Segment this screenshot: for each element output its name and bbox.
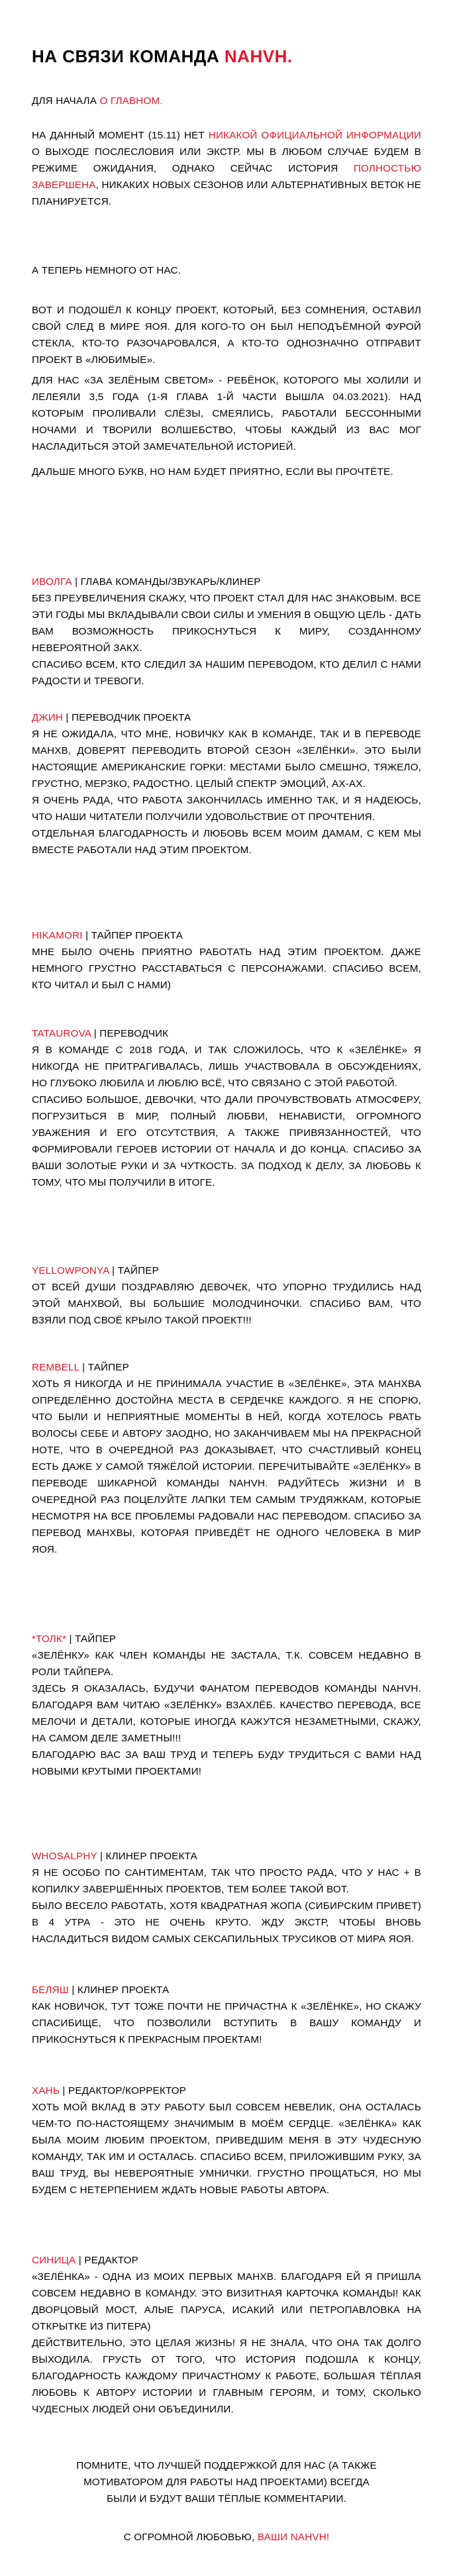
member-text: БЕЗ ПРЕУВЕЛИЧЕНИЯ СКАЖУ, ЧТО ПРОЕКТ СТАЛ ДЛЯ НАС ЗНАКОВЫМ. ВСЕ ЭТИ ГОДЫ МЫ ВКЛАДЫВАЛИ СВОИ СИЛЫ И УМЕНИЯ В ОБЩУЮ ЦЕЛЬ - ДАТЬ ВАМ ВОЗМОЖНОСТЬ ПРИКОСНУТЬСЯ К МИРУ, СОЗДАННОМУ НЕВЕРОЯТНОЙ ЗАКХ.	[32, 593, 421, 654]
member-header	[32, 1982, 421, 1998]
member-name: БЕЛЯШ	[32, 1984, 69, 1996]
footer-signature-text: С ОГРОМНОЙ ЛЮБОВЬЮ,	[123, 2532, 258, 2543]
member-role: | КЛИНЕР ПРОЕКТА	[97, 1851, 197, 1862]
member-block-yellowponya	[32, 1262, 421, 1329]
member-text: «ЗЕЛЁНКУ» КАК ЧЛЕН КОМАНДЫ НЕ ЗАСТАЛА, Т.К. СОВСЕМ НЕДАВНО В РОЛИ ТАЙПЕРА.	[32, 1650, 421, 1678]
member-header	[32, 927, 421, 944]
member-text: БЫЛО ВЕСЕЛО РАБОТАТЬ, ХОТЯ КВАДРАТНАЯ ЖОПА (СИБИРСКИМ ПРИВЕТ) В 4 УТРА - ЭТО НЕ ОЧЕНЬ КРУТО. ЖДУ ЭКСТР, ЧТОБЫ ВНОВЬ НАСЛАДИТЬСЯ ВИДОМ САМЫХ СЕКСАПИЛЬНЫХ ТРУСИКОВ ОТ МИРА ЯОЯ.	[32, 1900, 421, 1945]
member-text: Я НЕ ОСОБО ПО САНТИМЕНТАМ, ТАК ЧТО ПРОСТО РАДА, ЧТО У НАС + В КОПИЛКУ ЗАВЕРШЁННЫХ ПРОЕКТОВ, ТЕМ БОЛЕЕ ТАКОЙ ВОТ.	[32, 1867, 421, 1895]
member-text: ОТДЕЛЬНАЯ БЛАГОДАРНОСТЬ И ЛЮБОВЬ ВСЕМ МОИМ ДАМАМ, С КЕМ МЫ ВМЕСТЕ РАБОТАЛИ НАД ЭТИМ ПРОЕКТОМ.	[32, 828, 421, 856]
member-text: «ЗЕЛЁНКА» - ОДНА ИЗ МОИХ ПЕРВЫХ МАНХВ. БЛАГОДАРЯ ЕЙ Я ПРИШЛА СОВСЕМ НЕДАВНО В КОМАНДУ. ЭТО ВИЗИТНАЯ КАРТОЧКА КОМАНДЫ! КАК ДВОРЦОВЫЙ МОСТ, АЛЫЕ ПАРУСА, ИСАКИЙ ИЛИ ПЕТРОПАВЛОВКА НА ОТКРЫТКЕ ИЗ ПИТЕРА)	[32, 2271, 421, 2332]
title-prefix: НА СВЯЗИ КОМАНДА	[32, 46, 225, 66]
member-header	[32, 1262, 421, 1279]
member-block-han	[32, 2083, 421, 2198]
member-name: HIKAMORI	[32, 930, 83, 941]
news-highlight-2: ПОЛНОСТЬЮ ЗАВЕРШЕНА	[32, 163, 421, 191]
member-text: МНЕ БЫЛО ОЧЕНЬ ПРИЯТНО РАБОТАТЬ НАД ЭТИМ ПРОЕКТОМ. ДАЖЕ НЕМНОГО ГРУСТНО РАССТАВАТЬСЯ С ПЕРСОНАЖАМИ. СПАСИБО ВСЕМ, КТО ЧИТАЛ И БЫЛ С НАМИ)	[32, 947, 421, 991]
footer-signature	[32, 2529, 421, 2546]
about-lead: А ТЕПЕРЬ НЕМНОГО ОТ НАС.	[32, 265, 181, 276]
member-text: ЗДЕСЬ Я ОКАЗАЛАСЬ, БУДУЧИ ФАНАТОМ ПЕРЕВОДОВ КОМАНДЫ NAHVH. БЛАГОДАРЯ ВАМ ЧИТАЮ «ЗЕЛЁНКУ» ВЗАХЛЁБ. КАЧЕСТВО ПЕРЕВОДА, ВСЕ МЕЛОЧИ И ДЕТАЛИ, КОТОРЫЕ ИНОГДА КАЖУТСЯ НЕЗАМЕТНЫМИ, СКАЖУ, НА САМОМ ДЕЛЕ ЗАМЕТНЫ!!!	[32, 1683, 421, 1744]
member-text: КАК НОВИЧОК, ТУТ ТОЖЕ ПОЧТИ НЕ ПРИЧАСТНА К «ЗЕЛЁНКЕ», НО СКАЖУ СПАСИБИЩЕ, ЧТО ПОЗВОЛИЛИ ВСТУПИТЬ В ВАШУ КОМАНДУ И ПРИКОСНУТЬСЯ К ПРЕКРАСНЫМ ПРОЕКТАМ!	[32, 2001, 421, 2045]
member-text: СПАСИБО ВСЕМ, КТО СЛЕДИЛ ЗА НАШИМ ПЕРЕВОДОМ, КТО ДЕЛИЛ С НАМИ РАДОСТИ И ТРЕВОГИ.	[32, 659, 421, 687]
footer-team-name: ВАШИ NAHVH!	[257, 2532, 330, 2543]
news-text-2: О ВЫХОДЕ ПОСЛЕСЛОВИЯ ИЛИ ЭКСТР. МЫ В ЛЮБОМ СЛУЧАЕ БУДЕМ В РЕЖИМЕ ОЖИДАНИЯ, ОДНАКО СЕЙЧАС ИСТОРИЯ	[32, 146, 421, 174]
about-paragraph-2: ДЛЯ НАС «ЗА ЗЕЛЁНЫМ СВЕТОМ» - РЕБЁНОК, КОТОРОГО МЫ ХОЛИЛИ И ЛЕЛЕЯЛИ 3,5 ГОДА (1-Я ГЛАВА 1-Й ЧАСТИ ВЫШЛА 04.03.2021). НАД КОТОРЫМ ПРОЛИВАЛИ СЛЁЗЫ, СМЕЯЛИСЬ, РАБОТАЛИ БЕССОННЫМИ НОЧАМИ И ТВОРИЛИ ВОЛШЕБСТВО, ЧТОБЫ КАЖДЫЙ ИЗ ВАС МОГ НАСЛАДИТЬСЯ ЭТОЙ ЗАМЕЧАТЕЛЬНОЙ ИСТОРИЕЙ.	[32, 375, 421, 452]
member-name: REMBELL	[32, 1362, 79, 1373]
member-text: Я НЕ ОЖИДАЛА, ЧТО МНЕ, НОВИЧКУ КАК В КОМАНДЕ, ТАК И В ПЕРЕВОДЕ МАНХВ, ДОВЕРЯТ ПЕРЕВОДИТЬ ВТОРОЙ СЕЗОН «ЗЕЛЁНКИ». ЭТО БЫЛИ НАСТОЯЩИЕ АМЕРИКАНСКИЕ ГОРКИ: МЕСТАМИ БЫЛО СМЕШНО, ТЯЖЕЛО, ГРУСТНО, МЕРЗКО, РАДОСТНО. ЦЕЛЫЙ СПЕКТР ЭМОЦИЙ, АХ-АХ.	[32, 729, 421, 790]
member-text: ОТ ВСЕЙ ДУШИ ПОЗДРАВЛЯЮ ДЕВОЧЕК, ЧТО УПОРНО ТРУДИЛИСЬ НАД ЭТОЙ МАНХВОЙ, ВЫ БОЛЬШИЕ МОЛОДЧИНОЧКИ. СПАСИБО ВАМ, ЧТО ВЗЯЛИ ПОД СВОЁ КРЫЛО ТАКОЙ ПРОЕКТ!!!	[32, 1282, 421, 1326]
news-text-3: , НИКАКИХ НОВЫХ СЕЗОНОВ ИЛИ АЛЬТЕРНАТИВНЫХ ВЕТОК НЕ ПЛАНИРУЕТСЯ.	[32, 180, 421, 207]
member-role: | ПЕРЕВОДЧИК ПРОЕКТА	[63, 712, 191, 723]
member-name: TATAUROVA	[32, 1028, 91, 1039]
team-name: NAHVH.	[224, 46, 293, 66]
member-text: БЛАГОДАРЮ ВАС ЗА ВАШ ТРУД И ТЕПЕРЬ БУДУ ТРУДИТЬСЯ С ВАМИ НАД НОВЫМИ КРУТЫМИ ПРОЕКТАМИ!	[32, 1749, 421, 1777]
member-text: ДЕЙСТВИТЕЛЬНО, ЭТО ЦЕЛАЯ ЖИЗНЬ! Я НЕ ЗНАЛА, ЧТО ОНА ТАК ДОЛГО ВЫХОДИЛА. ГРУСТЬ ОТ ТОГО, ЧТО ИСТОРИЯ ПОДОШЛА К КОНЦУ, БЛАГОДАРНОСТЬ КАЖДОМУ ПРИЧАСТНОМУ К РАБОТЕ, БОЛЬШАЯ ТЁПЛАЯ ЛЮБОВЬ К АВТОРУ ИСТОРИИ И ГЛАВНЫМ ГЕРОЯМ, И ТОМУ, СКОЛЬКО ЧУДЕСНЫХ ЛЮДЕЙ ОНИ ОБЪЕДИНИЛИ.	[32, 2338, 421, 2415]
member-text: Я ОЧЕНЬ РАДА, ЧТО РАБОТА ЗАКОНЧИЛАСЬ ИМЕННО ТАК, И Я НАДЕЮСЬ, ЧТО НАШИ ЧИТАТЕЛИ ПОЛУЧИЛИ УДОВОЛЬСТВИЕ ОТ ПРОЧТЕНИЯ.	[32, 795, 421, 823]
news-text-1: НА ДАННЫЙ МОМЕНТ (15.11) НЕТ	[32, 130, 209, 141]
about-paragraph-3: ДАЛЬШЕ МНОГО БУКВ, НО НАМ БУДЕТ ПРИЯТНО, ЕСЛИ ВЫ ПРОЧТЁТЕ.	[32, 466, 393, 478]
member-text: ХОТЬ МОЙ ВКЛАД В ЭТУ РАБОТУ БЫЛ СОВСЕМ НЕВЕЛИК, ОНА ОСТАЛАСЬ ЧЕМ-ТО ПО-НАСТОЯЩЕМУ ЗНАЧИМЫМ В МОЁМ СЕРДЦЕ. «ЗЕЛЁНКА» КАК БЫЛА МОИМ ЛЮБИМ ПРОЕКТОМ, ПРИВЕДШИМ МЕНЯ В ЭТУ ЧУДЕСНУЮ КОМАНДУ, ТАК ИМ И ОСТАЛАСЬ. СПАСИБО ВСЕМ, ПРИЛОЖИВШИМ РУКУ, ЗА ВАШ ТРУД, ВЫ НЕВЕРОЯТНЫЕ УМНИЧКИ. ГРУСТНО ПРОЩАТЬСЯ, НО МЫ БУДЕМ С НЕТЕРПЕНИЕМ ЖДАТЬ НОВЫЕ РАБОТЫ АВТОРА.	[32, 2102, 421, 2196]
member-role: | ТАЙПЕР	[109, 1265, 159, 1276]
main-news-paragraph	[32, 127, 421, 210]
member-header	[32, 1848, 421, 1865]
member-header	[32, 2083, 421, 2099]
member-name: ДЖИН	[32, 712, 63, 723]
intro-highlight: О ГЛАВНОМ.	[99, 95, 163, 107]
member-text: СПАСИБО БОЛЬШОЕ, ДЕВОЧКИ, ЧТО ДАЛИ ПРОЧУВСТВОВАТЬ АТМОСФЕРУ, ПОГРУЗИТЬСЯ В МИР, ПОЛНЫЙ ЛЮБВИ, НЕНАВИСТИ, ОГРОМНОГО УВАЖЕНИЯ И ЕГО ОТСУТСТВИЯ, А ТАКЖЕ ПРИВЯЗАННОСТЕЙ, ЧТО ФОРМИРОВАЛИ ГЕРОЕВ ИСТОРИИ ОТ НАЧАЛА И ДО КОНЦА. СПАСИБО ЗА ВАШИ ЗОЛОТЫЕ РУКИ И ЗА ЧУТКОСТЬ. ЗА ПОДХОД К ДЕЛУ, ЗА ЛЮБОВЬ К ТОМУ, ЧТО МЫ ПОЛУЧИЛИ В ИТОГЕ.	[32, 1094, 421, 1188]
member-block-tolk	[32, 1631, 421, 1780]
about-paragraph-1: ВОТ И ПОДОШЁЛ К КОНЦУ ПРОЕКТ, КОТОРЫЙ, БЕЗ СОМНЕНИЯ, ОСТАВИЛ СВОЙ СЛЕД В МИРЕ ЯОЯ. ДЛЯ КОГО-ТО ОН БЫЛ НЕПОДЪЁМНОЙ ФУРОЙ СТЕКЛА, КТО-ТО РАЗОЧАРОВАЛСЯ, А КТО-ТО ОДНОЗНАЧНО ОТПРАВИТ ПРОЕКТ В «ЛЮБИМЫЕ».	[32, 305, 421, 366]
member-block-hikamori	[32, 927, 421, 994]
member-header	[32, 1359, 421, 1376]
member-header	[32, 2252, 421, 2269]
member-role: | ГЛАВА КОМАНДЫ/ЗВУКАРЬ/КЛИНЕР	[72, 576, 261, 588]
member-block-djin	[32, 709, 421, 858]
member-name: ИВОЛГА	[32, 576, 72, 588]
footer-paragraph: ПОМНИТЕ, ЧТО ЛУЧШЕЙ ПОДДЕРЖКОЙ ДЛЯ НАС (А ТАКЖЕ МОТИВАТОРОМ ДЛЯ РАБОТЫ НАД ПРОЕКТАМИ) ВСЕГДА БЫЛИ И БУДУТ ВАШИ ТЁПЛЫЕ КОММЕНТАРИИ.	[76, 2460, 377, 2504]
member-block-tataurova	[32, 1025, 421, 1191]
member-header	[32, 1025, 421, 1042]
intro-line	[32, 93, 421, 109]
member-role: | РЕДАКТОР/КОРРЕКТОР	[60, 2085, 187, 2096]
member-role: | КЛИНЕР ПРОЕКТА	[68, 1984, 170, 1996]
member-text: Я В КОМАНДЕ С 2018 ГОДА, И ТАК СЛОЖИЛОСЬ, ЧТО К «ЗЕЛЁНКЕ» Я НИКОГДА НЕ ПРИТРАГИВАЛАСЬ, ЛИШЬ УЧАСТВОВАЛА В ОБСУЖДЕНИЯХ, НО ГЛУБОКО ЛЮБИЛА И ЛЮБЛЮ ВСЁ, ЧТО СВЯЗАНО С ЭТОЙ РАБОТОЙ.	[32, 1045, 421, 1089]
member-block-rembell	[32, 1359, 421, 1558]
member-role: | РЕДАКТОР	[76, 2255, 138, 2266]
member-name: *ТОЛК*	[32, 1633, 67, 1645]
member-role: | ТАЙПЕР ПРОЕКТА	[82, 930, 183, 941]
member-block-whosalphy	[32, 1848, 421, 1947]
member-block-belyash	[32, 1982, 421, 2048]
member-role: | ПЕРЕВОДЧИК	[91, 1028, 169, 1039]
member-block-sinitsa	[32, 2252, 421, 2418]
member-role: | ТАЙПЕР	[79, 1362, 129, 1373]
member-header	[32, 709, 421, 726]
news-highlight-1: НИКАКОЙ ОФИЦИАЛЬНОЙ ИНФОРМАЦИИ	[208, 130, 421, 141]
page-title	[32, 46, 293, 67]
intro-prefix: ДЛЯ НАЧАЛА	[32, 95, 100, 107]
member-name: WHOSALPHY	[32, 1851, 97, 1862]
member-header	[32, 1631, 421, 1647]
member-name: YELLOWPONYA	[32, 1265, 109, 1276]
member-name: СИНИЦА	[32, 2255, 76, 2266]
member-text: ХОТЬ Я НИКОГДА И НЕ ПРИНИМАЛА УЧАСТИЕ В «ЗЕЛЁНКЕ», ЭТА МАНХВА ОПРЕДЕЛЁННО ДОСТОЙНА МЕСТА В СЕРДЕЧКЕ КАЖДОГО. Я НЕ СПОРЮ, ЧТО БЫЛИ И НЕПРИЯТНЫЕ МОМЕНТЫ В НЕЙ, КОГДА ХОТЕЛОСЬ РВАТЬ ВОЛОСЫ СЕБЕ И АВТОРУ ЗАОДНО, НО ЗАКАНЧИВАЕМ МЫ НА ПРЕКРАСНОЙ НОТЕ, ЧТО В ОЧЕРЕДНОЙ РАЗ ДОКАЗЫВАЕТ, ЧТО СЧАСТЛИВЫЙ КОНЕЦ ЕСТЬ ДАЖЕ У САМОЙ ТЯЖЁЛОЙ ИСТОРИИ. ПЕРЕЧИТЫВАЙТЕ «ЗЕЛЁНКУ» В ПЕРЕВОДЕ ШИКАРНОЙ КОМАНДЫ NAHVH. РАДУЙТЕСЬ ЖИЗНИ И В ОЧЕРЕДНОЙ РАЗ ПОЦЕЛУЙТЕ ЛАПКИ ТЕМ САМЫМ ТРУДЯЖКАМ, КОТОРЫЕ НЕСМОТРЯ НА ВСЕ ПРОБЛЕМЫ РАДОВАЛИ НАС ПЕРЕВОДОМ. СПАСИБО ЗА ПЕРЕВОД МАНХВЫ, КОТОРАЯ ПРИВЕДЁТ НЕ ОДНОГО ЧЕЛОВЕКА В МИР ЯОЯ.	[32, 1378, 421, 1555]
member-role: | ТАЙПЕР	[66, 1633, 117, 1645]
member-header	[32, 574, 421, 590]
member-name: ХАНЬ	[32, 2085, 60, 2096]
member-block-ivolga	[32, 574, 421, 690]
